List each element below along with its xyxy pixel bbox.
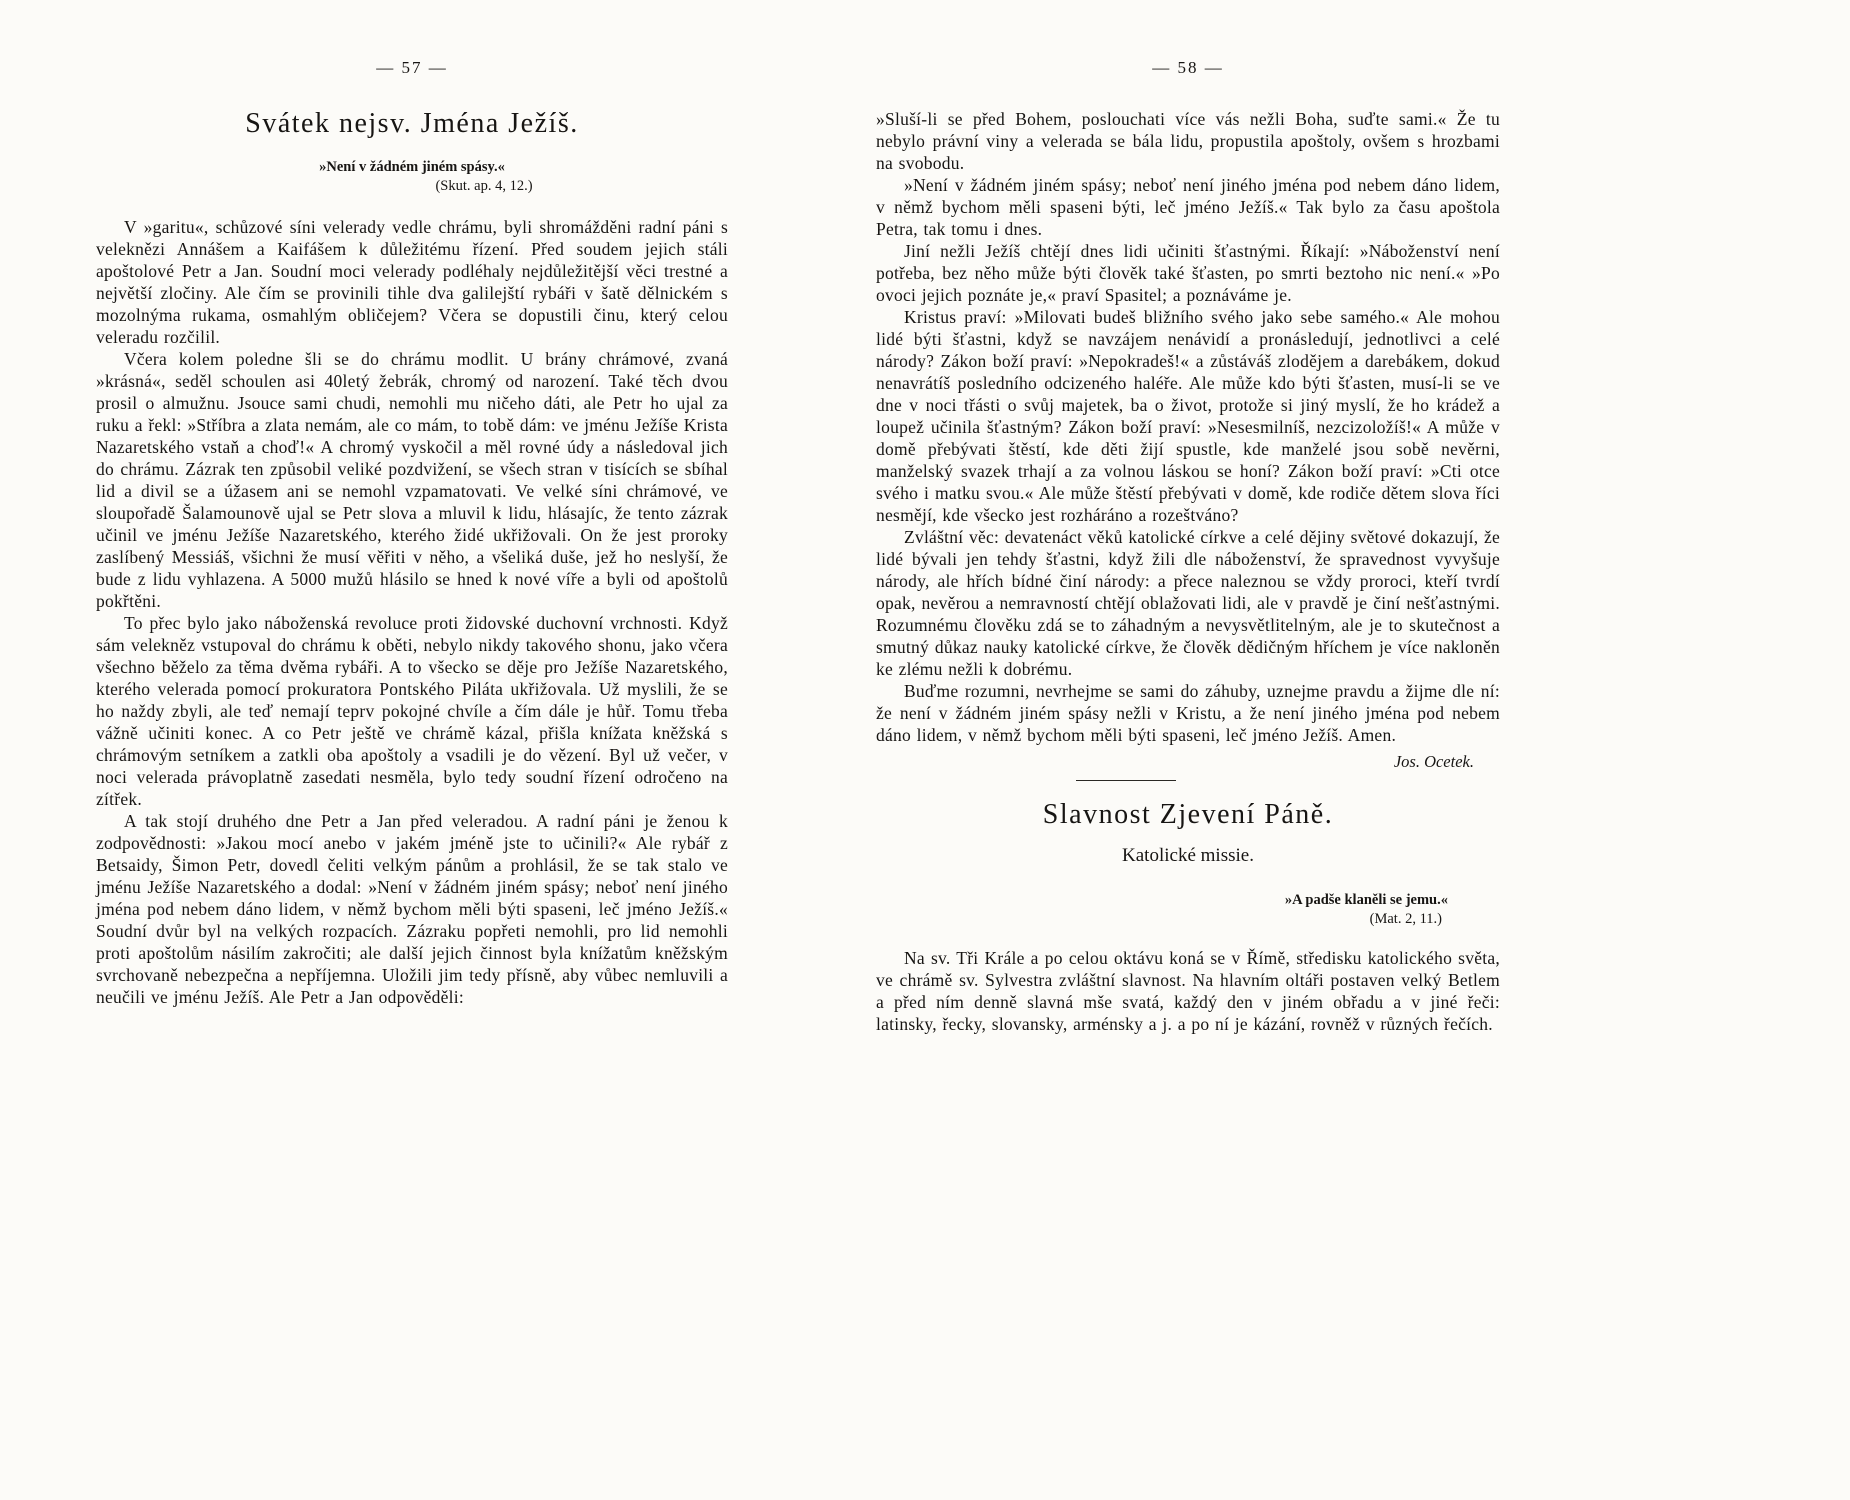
page-number-left: — 57 —: [376, 58, 448, 77]
article2-body: [876, 947, 1500, 1035]
paragraph: Zvláštní věc: devatenáct věků katolické církve a celé dějiny světové dokazují, že lidé bývali jen tehdy šťastni, když žili dle náboženství, že spravednost vyvyšuje národy, ale hřích bídné činí národy: a přece naleznou se vždy proroci, kteří tvrdí opak, nevěrou a nemravností chtějí oblažovati lidi, ale v pravdě je činí nešťastnými. Rozumnému člověku zdá se to záhadným a nevysvětlitelným, ale je to skutečnost a smutný důkaz nauky katolické církve, že člověk dědičným hříchem je více nakloněn ke zlému nežli k dobrému.: [876, 527, 1500, 679]
article2-title: Slavnost Zjevení Páně.: [1042, 799, 1334, 830]
epigraph-quote: »Není v žádném jiném spásy.«: [319, 159, 505, 175]
paragraph: V »garitu«, schůzové síni velerady vedle chrámu, byli shromážděni radní páni s veleknězi Annášem a Kaifášem k důležitému řízení. Před soudem jejich stáli apoštolové Petr a Jan. Soudní moci velerady podléhaly nejdůležitější věci trestné a největší zločiny. Ale čím se provinili tihle dva galilejští rybáři v šatě dělnickém s mozolnýma rukama, osmahlým obličejem? Včera se dopustili činu, který celou veleradu rozčilil.: [96, 217, 728, 347]
paragraph: Na sv. Tři Krále a po celou oktávu koná se v Římě, středisku katolického světa, ve chrámě sv. Sylvestra zvláštní slavnost. Na hlavním oltáři postaven velký Betlem a před ním denně slavná mše svatá, každý den v jiném obřadu a v jiné řeči: latinsky, řecky, slovansky, arménsky a j. a po ní je kázání, rovněž v různých řečích.: [876, 948, 1500, 1034]
epigraph: [96, 158, 728, 196]
article2-subtitle: Katolické missie.: [1122, 845, 1254, 866]
section-divider: [1076, 780, 1176, 781]
paragraph: »Není v žádném jiném spásy; neboť není jiného jména pod nebem dáno lidem, v němž bychom měli spaseni býti, leč jméno Ježíš.« Tak bylo za času apoštola Petra, tak tomu i dnes.: [876, 175, 1500, 239]
paragraph: To přec bylo jako náboženská revoluce proti židovské duchovní vrchnosti. Když sám velekněz vstupoval do chrámu k oběti, nebylo nikdy takového shonu, jako včera všechno běželo za těma dvěma rybáři. A to všecko se děje pro Ježíše Nazaretského, kterého velerada pomocí prokuratora Pontského Piláta ukřižovala. Už myslili, že se ho naždy zbyli, ale teď nemají teprv pokojné chvíle a čím dále je hůř. Tomu třeba vážně učiniti konec. A co Petr ještě ve chrámě kázal, přišla knížata kněžská s chrámovým setníkem a zatkli oba apoštoly a vsadili je do vězení. Byl už večer, v noci velerada právoplatně zasedati nesměla, bylo tedy soudní řízení odročeno na zítřek.: [96, 613, 728, 809]
article-title: Svátek nejsv. Jména Ježíš.: [245, 108, 579, 139]
page-left: [96, 58, 728, 1008]
article-body-right: [876, 108, 1500, 746]
paragraph: Kristus praví: »Milovati budeš bližního svého jako sebe samého.« Ale mohou lidé býti šťastni, když se navzájem nenávidí a pronásledují, jednotlivci a celé národy? Zákon boží praví: »Nepokradeš!« a zůstáváš zlodějem a darebákem, dokud nenavrátíš posledního odcizeného haléře. Ale může kdo býti šťasten, musí-li se ve dne v noci třásti o svůj majetek, ba o život, protože si jiný myslí, že ho krádež a loupež učinila šťastným? Zákon boží praví: »Nesesmilníš, nezcizoložíš!« A může v domě přebývati štěstí, kde děti žijí spustle, kde manželé jsou sobě nevěrni, manželský svazek trhají a za volnou láskou se honí? Zákon boží praví: »Cti otce svého i matku svou.« Ale může štěstí přebývati v domě, kde rodiče dětem slova říci nesmějí, kde všecko jest rozháráno a rozeštváno?: [876, 307, 1500, 525]
author-signature: Jos. Ocetek.: [1393, 752, 1474, 771]
page-right: [876, 58, 1500, 1035]
page-number-right: — 58 —: [1152, 58, 1224, 77]
paragraph: »Sluší-li se před Bohem, poslouchati více vás nežli Boha, suďte sami.« Že tu nebylo právní viny a velerada se bála lidu, propustila apoštoly, ovšem s hrozbami na svobodu.: [876, 109, 1500, 173]
epigraph: [876, 891, 1500, 929]
epigraph-citation: (Skut. ap. 4, 12.): [435, 178, 533, 194]
paragraph: Jiní nežli Ježíš chtějí dnes lidi učiniti šťastnými. Říkají: »Náboženství není potřeba, bez něho může býti člověk také šťasten, po smrti beztoho nic není.« »Po ovoci jejich poznáte je,« praví Spasitel; a poznáváme je.: [876, 241, 1500, 305]
paragraph: A tak stojí druhého dne Petr a Jan před veleradou. A radní páni je ženou k zodpovědnosti: »Jakou mocí anebo v jakém jméně jste to učinili?« Ale rybář z Betsaidy, Šimon Petr, dovedl čeliti velkým pánům a prohlásil, že se tak stalo ve jménu Ježíše Nazaretského a dodal: »Není v žádném jiném spásy; neboť není jiného jména pod nebem dáno lidem, v němž bychom měli býti spaseni, leč jméno Ježíš.« Soudní dvůr byl na velkých rozpacích. Zázraku popřeti nemohli, pro lid nemohli proti apoštolům násilím zakročiti; ale další jejich činnost byla knížatům kněžským svrchovaně nebezpečna a nepříjemna. Uložili jim tedy přísně, aby vůbec nemluvili a neučili ve jménu Ježíš. Ale Petr a Jan odpověděli:: [96, 811, 728, 1007]
article-body-left: [96, 216, 728, 1008]
epigraph-citation: (Mat. 2, 11.): [1369, 911, 1442, 927]
epigraph-quote: »A padše klaněli se jemu.«: [1284, 892, 1448, 908]
paragraph: Buďme rozumni, nevrhejme se sami do záhuby, uznejme pravdu a žijme dle ní: že není v žádném jiném spásy nežli v Kristu, a že není jiného jména pod nebem dáno lidem, v němž bychom měli býti spaseni, leč jméno Ježíš. Amen.: [876, 681, 1500, 745]
paragraph: Včera kolem poledne šli se do chrámu modlit. U brány chrámové, zvaná »krásná«, seděl schoulen asi 40letý žebrák, chromý od narození. Také těch dvou prosil o almužnu. Jsouce sami chudi, nemohli mu ničeho dáti, ale Petr ho ujal za ruku a řekl: »Stříbra a zlata nemám, ale co mám, to tobě dám: ve jménu Ježíše Krista Nazaretského vstaň a choď!« A chromý vyskočil a měl rovné údy a následoval jich do chrámu. Zázrak ten způsobil veliké pozdvižení, se všech stran v tisících se sbíhal lid a divil se a úžasem ani se nemohl vzpamatovati. Ve velké síni chrámové, ve sloupořadě Šalamounově ujal se Petr slova a mluvil k lidu, hlásajíc, že tento zázrak učinil ve jménu Ježíše Nazaretského, kterého židé ukřižovali. On že jest proroky zaslíbený Messiáš, všichni že musí věřiti v něho, a všeliká duše, jež ho neslyší, že bude z lidu vyhlazena. A 5000 mužů hlásilo se hned k nové víře a byli od apoštolů pokřtěni.: [96, 349, 728, 611]
